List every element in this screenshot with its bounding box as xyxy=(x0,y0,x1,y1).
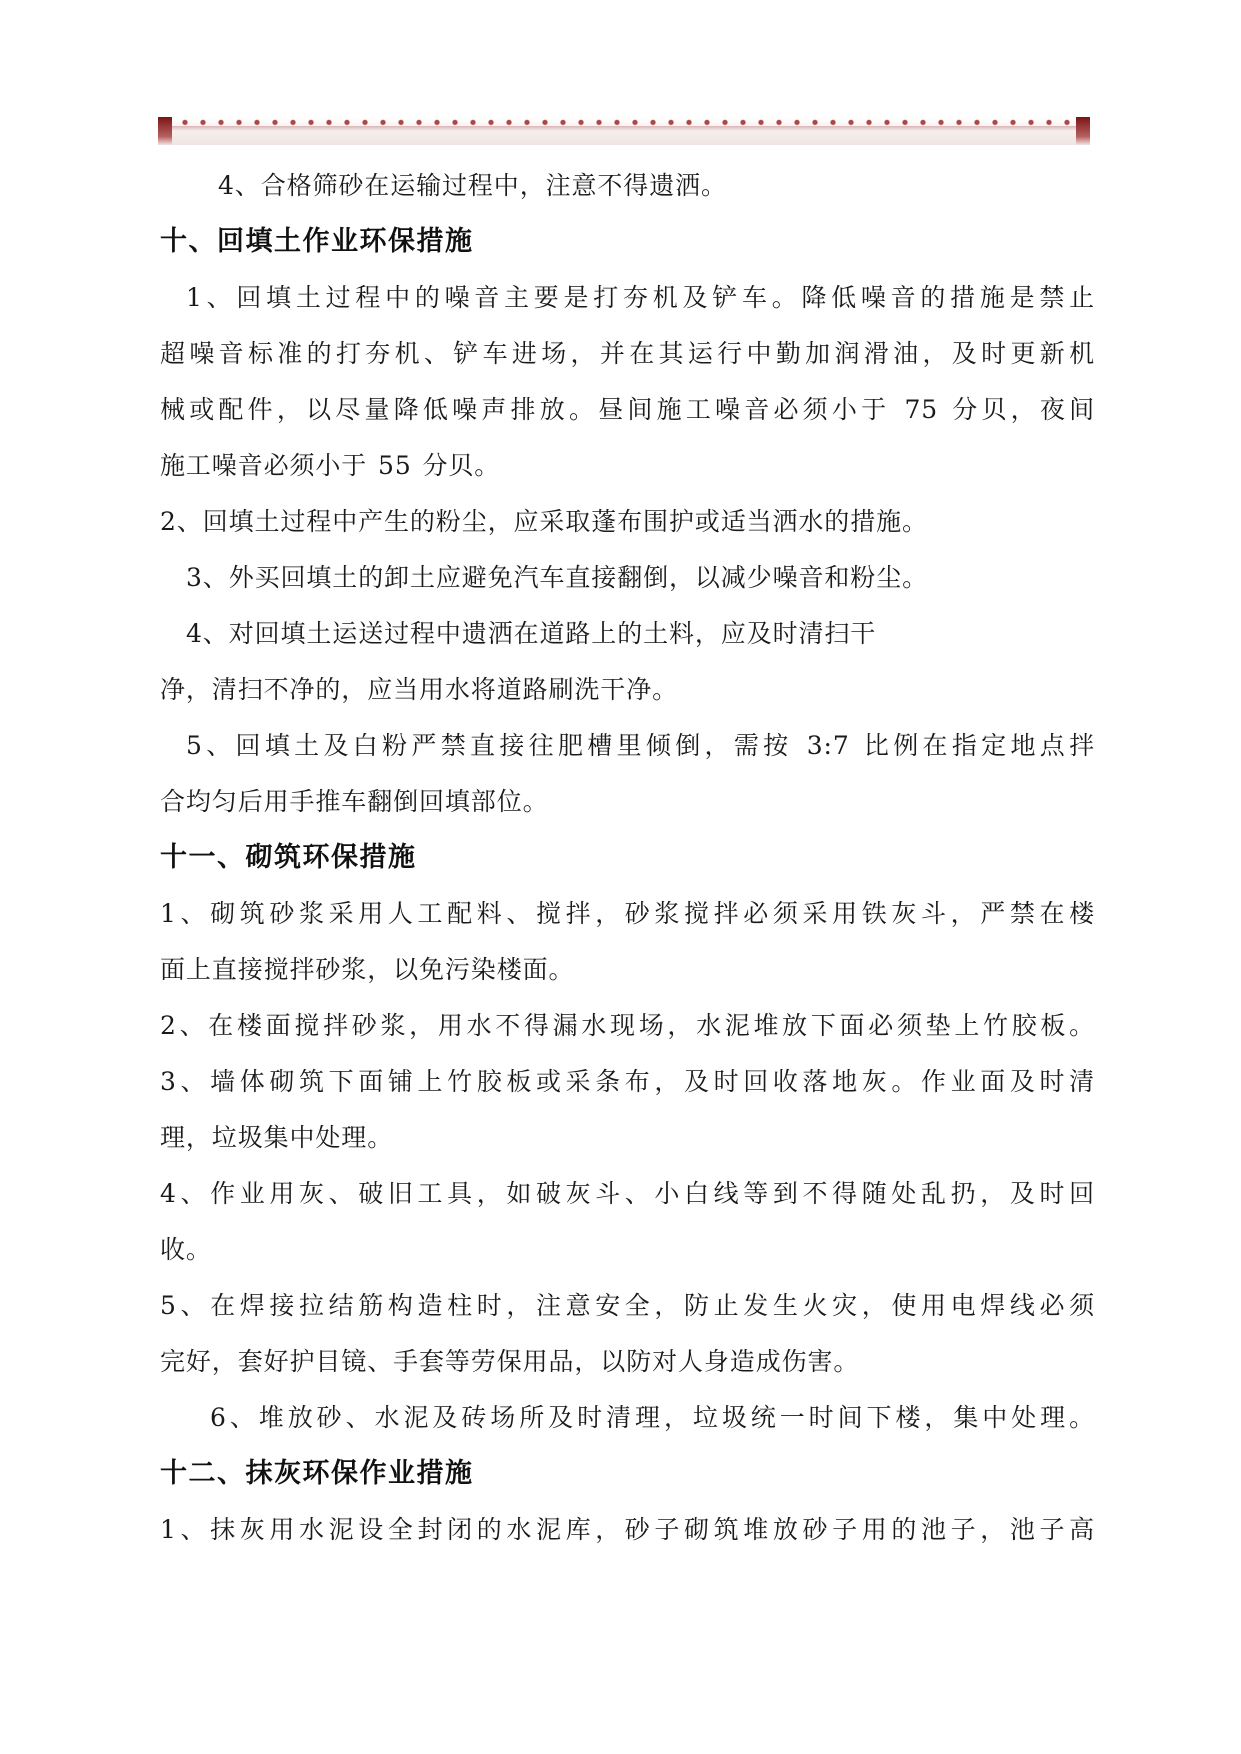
paragraph-line: 2、回填土过程中产生的粉尘，应采取蓬布围护或适当洒水的措施。 xyxy=(160,507,928,536)
paragraph-line: 1、砌筑砂浆采用人工配料、搅拌，砂浆搅拌必须采用铁灰斗，严禁在楼 xyxy=(160,899,1095,928)
header-band-left-end xyxy=(158,117,172,145)
paragraph-line: 施工噪音必须小于 55 分贝。 xyxy=(160,451,501,480)
header-decoration-band xyxy=(158,117,1090,145)
paragraph-line: 1、抹灰用水泥设全封闭的水泥库，砂子砌筑堆放砂子用的池子，池子高 xyxy=(160,1515,1095,1544)
section-heading-10: 十、回填土作业环保措施 xyxy=(160,226,474,257)
paragraph-line: 5、在焊接拉结筋构造柱时，注意安全，防止发生火灾，使用电焊线必须 xyxy=(160,1291,1095,1320)
paragraph-line: 5、回填土及白粉严禁直接往肥槽里倾倒，需按 3:7 比例在指定地点拌 xyxy=(186,731,1095,760)
section-heading-12: 十二、抹灰环保作业措施 xyxy=(160,1458,474,1489)
paragraph-line: 4、作业用灰、破旧工具，如破灰斗、小白线等到不得随处乱扔，及时回 xyxy=(160,1179,1095,1208)
paragraph-line: 4、对回填土运送过程中遗洒在道路上的土料，应及时清扫干 xyxy=(186,619,877,648)
paragraph-line: 2、在楼面搅拌砂浆，用水不得漏水现场，水泥堆放下面必须垫上竹胶板。 xyxy=(160,1011,1095,1040)
paragraph-line: 4、合格筛砂在运输过程中，注意不得遗洒。 xyxy=(218,171,727,200)
paragraph-line: 3、外买回填土的卸土应避免汽车直接翻倒，以减少噪音和粉尘。 xyxy=(186,563,929,592)
paragraph-line: 面上直接搅拌砂浆，以免污染楼面。 xyxy=(160,955,575,984)
paragraph-line: 6、堆放砂、水泥及砖场所及时清理，垃圾统一时间下楼，集中处理。 xyxy=(210,1403,1095,1432)
paragraph-line: 理，垃圾集中处理。 xyxy=(160,1123,394,1152)
paragraph-line: 完好，套好护目镜、手套等劳保用品，以防对人身造成伤害。 xyxy=(160,1347,860,1376)
header-band-right-end xyxy=(1076,117,1090,145)
paragraph-line: 净，清扫不净的，应当用水将道路刷洗干净。 xyxy=(160,675,679,704)
document-body xyxy=(160,158,1095,1558)
paragraph-line: 1、回填土过程中的噪音主要是打夯机及铲车。降低噪音的措施是禁止 xyxy=(186,283,1095,312)
paragraph-line: 超噪音标准的打夯机、铲车进场，并在其运行中勤加润滑油，及时更新机 xyxy=(160,339,1095,368)
paragraph-line: 收。 xyxy=(160,1235,212,1264)
paragraph-line: 3、墙体砌筑下面铺上竹胶板或采条布，及时回收落地灰。作业面及时清 xyxy=(160,1067,1095,1096)
paragraph-line: 械或配件，以尽量降低噪声排放。昼间施工噪音必须小于 75 分贝，夜间 xyxy=(160,395,1095,424)
section-heading-11: 十一、砌筑环保措施 xyxy=(160,842,417,873)
paragraph-line: 合均匀后用手推车翻倒回填部位。 xyxy=(160,787,549,816)
